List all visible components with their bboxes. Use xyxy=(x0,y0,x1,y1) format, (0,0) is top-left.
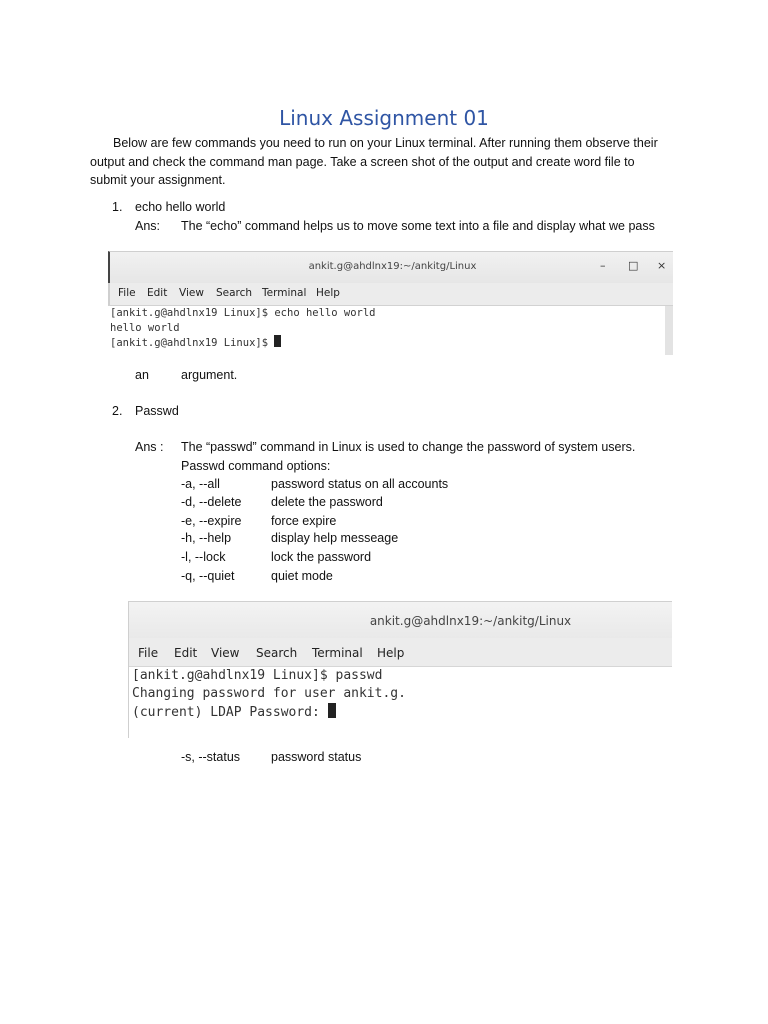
option-desc: lock the password xyxy=(271,550,372,564)
q1-command: echo hello world xyxy=(135,200,226,214)
option-desc: force expire xyxy=(271,514,337,528)
intro-line: output and check the command man page. Take a screen shot of the output and create word file to xyxy=(90,154,635,169)
minimize-icon: – xyxy=(600,259,606,272)
terminal-output xyxy=(110,306,665,355)
menu-file: File xyxy=(138,646,159,660)
terminal-line: (current) LDAP Password: xyxy=(132,703,667,722)
terminal-titlebar xyxy=(108,251,673,284)
option-desc: password status on all accounts xyxy=(271,477,449,491)
menu-help: Help xyxy=(377,646,405,660)
document-title: Linux Assignment 01 xyxy=(279,106,489,130)
terminal-title: ankit.g@ahdlnx19:~/ankitg/Linux xyxy=(369,614,572,628)
q1-ans-label: Ans: xyxy=(135,219,161,233)
terminal-line: [ankit.g@ahdlnx19 Linux]$ xyxy=(110,335,665,351)
q2-options-heading: Passwd command options: xyxy=(181,459,331,473)
menu-edit: Edit xyxy=(147,287,168,299)
q2-number: 2. xyxy=(112,404,123,418)
terminal-titlebar xyxy=(129,601,672,638)
cursor xyxy=(328,703,336,718)
terminal-menubar xyxy=(108,283,673,306)
option-desc: password status xyxy=(271,750,362,764)
option-flag: -l, --lock xyxy=(181,550,226,564)
terminal-screenshot-passwd xyxy=(128,601,672,738)
intro-paragraph xyxy=(90,134,690,190)
q1-ans-cont-b: argument. xyxy=(181,368,238,382)
terminal-line: [ankit.g@ahdlnx19 Linux]$ echo hello world xyxy=(110,307,376,319)
option-flag: -e, --expire xyxy=(181,514,242,528)
menu-file: File xyxy=(118,287,136,299)
option-desc: delete the password xyxy=(271,495,383,509)
menu-search: Search xyxy=(256,646,298,660)
q2-ans-label: Ans : xyxy=(135,440,164,454)
option-flag: -s, --status xyxy=(181,750,241,764)
option-flag: -a, --all xyxy=(181,477,220,491)
terminal-line: [ankit.g@ahdlnx19 Linux]$ passwd xyxy=(132,668,383,683)
terminal-output xyxy=(132,667,667,738)
menu-help: Help xyxy=(316,287,340,299)
option-flag: -q, --quiet xyxy=(181,569,235,583)
option-desc: display help messeage xyxy=(271,531,399,545)
menu-terminal: Terminal xyxy=(312,646,363,660)
maximize-icon: □ xyxy=(628,259,639,272)
intro-line: Below are few commands you need to run on your Linux terminal. After running them observe their xyxy=(113,136,658,150)
intro-line: submit your assignment. xyxy=(90,173,226,187)
terminal-line: hello world xyxy=(110,321,180,334)
terminal-line: Changing password for user ankit.g. xyxy=(132,686,406,701)
terminal-title: ankit.g@ahdlnx19:~/ankitg/Linux xyxy=(308,261,477,272)
q1-number: 1. xyxy=(112,200,123,214)
menu-terminal: Terminal xyxy=(262,287,307,299)
option-desc: quiet mode xyxy=(271,569,333,583)
menu-edit: Edit xyxy=(174,646,198,660)
option-flag: -d, --delete xyxy=(181,495,242,509)
menu-search: Search xyxy=(216,287,253,299)
option-flag: -h, --help xyxy=(181,531,232,545)
scrollbar xyxy=(665,306,673,355)
q2-command: Passwd xyxy=(135,404,179,418)
cursor xyxy=(274,335,281,347)
menu-view: View xyxy=(179,287,204,299)
q1-ans-cont-a: an xyxy=(135,368,149,382)
q1-ans-text: The “echo” command helps us to move some text into a file and display what we pass xyxy=(181,219,655,233)
close-icon: × xyxy=(657,259,667,272)
terminal-menubar xyxy=(129,638,672,667)
q2-ans-text: The “passwd” command in Linux is used to change the password of system users. xyxy=(181,440,636,454)
menu-view: View xyxy=(211,646,240,660)
terminal-screenshot-echo xyxy=(108,251,673,355)
